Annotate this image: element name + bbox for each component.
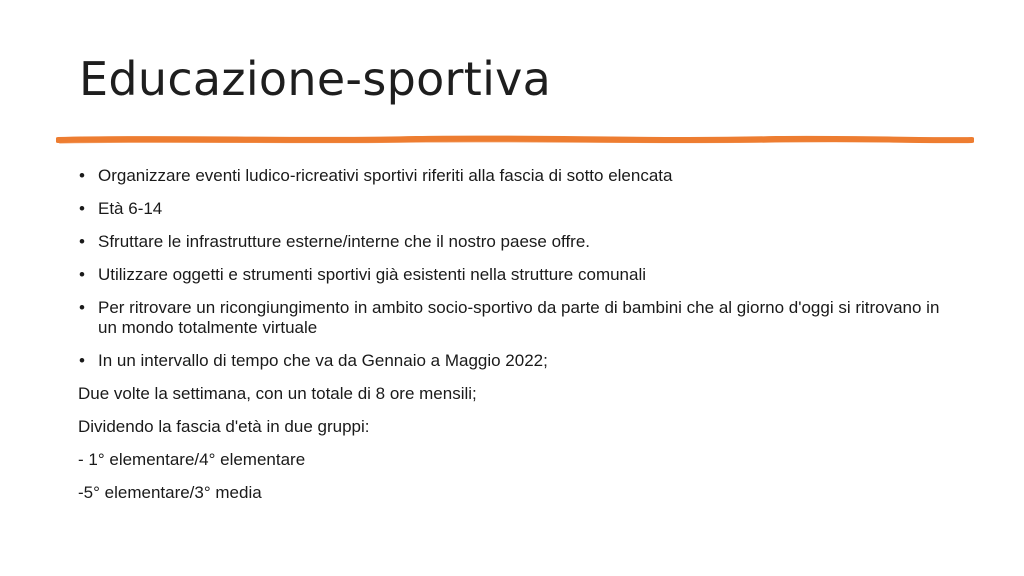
bullet-dot-icon: • bbox=[79, 199, 85, 218]
bullet-text: Sfruttare le infrastrutture esterne/interne che il nostro paese offre. bbox=[98, 232, 591, 251]
bullet-dot-icon: • bbox=[79, 232, 85, 251]
slide-title: Educazione-sportiva bbox=[79, 52, 552, 106]
bullet-item bbox=[78, 166, 958, 186]
bullet-item bbox=[78, 298, 958, 338]
body-line: -5° elementare/3° media bbox=[78, 483, 262, 502]
bullet-dot-icon: • bbox=[79, 298, 85, 317]
bullet-dot-icon: • bbox=[79, 351, 85, 370]
bullet-dot-icon: • bbox=[79, 265, 85, 284]
title-underline-brushstroke bbox=[56, 130, 974, 150]
bullet-dot-icon: • bbox=[79, 166, 85, 185]
bullet-text: Per ritrovare un ricongiungimento in ambito socio-sportivo da parte di bambini che al giorno d'oggi si ritrovano in un mondo totalmente virtuale bbox=[98, 298, 940, 337]
bullet-text: Organizzare eventi ludico-ricreativi sportivi riferiti alla fascia di sotto elencata bbox=[98, 166, 673, 185]
bullet-item bbox=[78, 265, 958, 285]
body-line: Dividendo la fascia d'età in due gruppi: bbox=[78, 417, 370, 436]
bullet-item bbox=[78, 199, 958, 219]
bullet-text: In un intervallo di tempo che va da Gennaio a Maggio 2022; bbox=[98, 351, 548, 370]
bullet-text: Utilizzare oggetti e strumenti sportivi già esistenti nella strutture comunali bbox=[98, 265, 647, 284]
body-line: - 1° elementare/4° elementare bbox=[78, 450, 306, 469]
bullet-item bbox=[78, 351, 958, 371]
body-line: Due volte la settimana, con un totale di 8 ore mensili; bbox=[78, 384, 477, 403]
bullet-text: Età 6-14 bbox=[98, 199, 163, 218]
bullet-item bbox=[78, 232, 958, 252]
slide-body bbox=[78, 166, 958, 516]
